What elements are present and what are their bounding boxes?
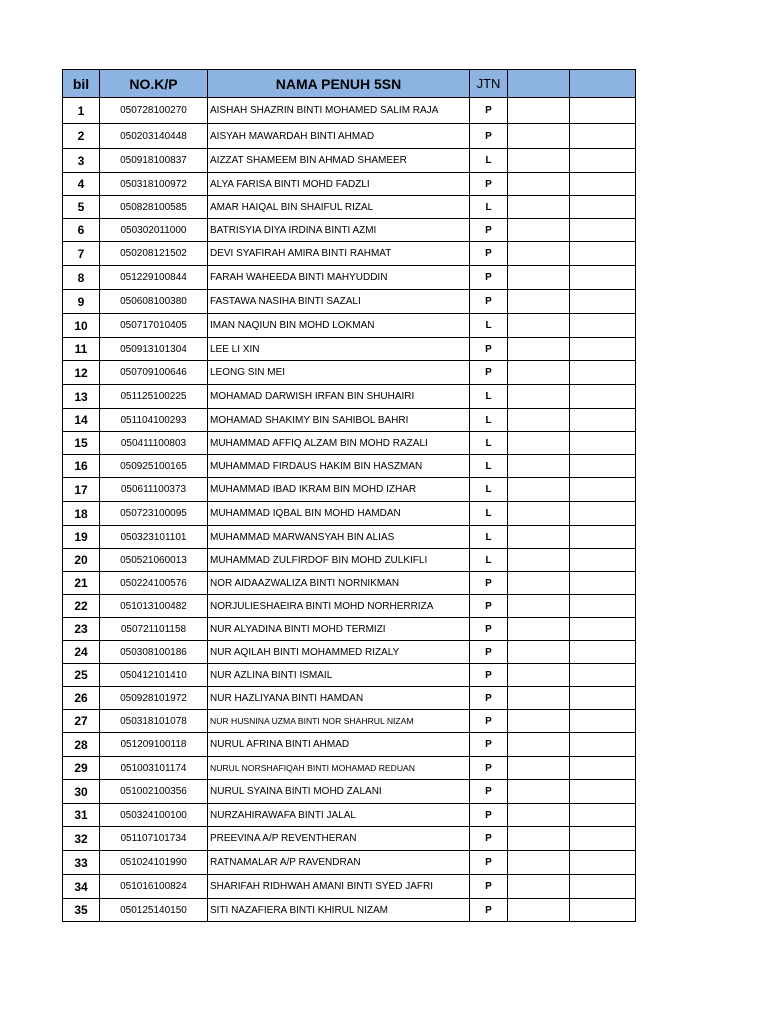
- cell-empty-1: [508, 361, 570, 385]
- cell-empty-1: [508, 733, 570, 757]
- cell-empty-2: [570, 899, 636, 922]
- cell-nokp: 051104100293: [100, 409, 208, 432]
- cell-nokp: 050709100646: [100, 361, 208, 385]
- cell-nokp: 050828100585: [100, 196, 208, 219]
- table-body: [63, 98, 636, 922]
- table-row: [63, 196, 636, 219]
- cell-nokp: 050318101078: [100, 710, 208, 733]
- cell-jtn: P: [470, 124, 508, 149]
- table-row: [63, 409, 636, 432]
- cell-nama: PREEVINA A/P REVENTHERAN: [208, 827, 470, 851]
- table-row: [63, 432, 636, 455]
- cell-jtn: L: [470, 149, 508, 173]
- cell-bil: 27: [63, 710, 100, 733]
- cell-nokp: 051024101990: [100, 851, 208, 875]
- cell-jtn: P: [470, 290, 508, 314]
- table-row: [63, 899, 636, 922]
- cell-jtn: L: [470, 314, 508, 338]
- table-row: [63, 664, 636, 687]
- cell-bil: 12: [63, 361, 100, 385]
- cell-bil: 17: [63, 478, 100, 502]
- table-row: [63, 338, 636, 361]
- cell-bil: 13: [63, 385, 100, 409]
- cell-nokp: 050302011000: [100, 219, 208, 242]
- table-row: [63, 219, 636, 242]
- cell-nama: AISYAH MAWARDAH BINTI AHMAD: [208, 124, 470, 149]
- cell-nokp: 050723100095: [100, 502, 208, 526]
- table-row: [63, 290, 636, 314]
- table-row: [63, 266, 636, 290]
- cell-nokp: 050125140150: [100, 899, 208, 922]
- cell-nama: NUR AZLINA BINTI ISMAIL: [208, 664, 470, 687]
- cell-jtn: L: [470, 478, 508, 502]
- cell-empty-2: [570, 455, 636, 478]
- cell-empty-2: [570, 526, 636, 549]
- cell-nokp: 051003101174: [100, 757, 208, 780]
- cell-empty-1: [508, 526, 570, 549]
- column-header-empty-2: [570, 70, 636, 98]
- cell-bil: 32: [63, 827, 100, 851]
- cell-jtn: P: [470, 757, 508, 780]
- cell-bil: 6: [63, 219, 100, 242]
- cell-empty-2: [570, 595, 636, 618]
- cell-jtn: L: [470, 526, 508, 549]
- table-row: [63, 827, 636, 851]
- cell-empty-1: [508, 338, 570, 361]
- cell-nama: DEVI SYAFIRAH AMIRA BINTI RAHMAT: [208, 242, 470, 266]
- cell-bil: 1: [63, 98, 100, 124]
- cell-nama: MUHAMMAD MARWANSYAH BIN ALIAS: [208, 526, 470, 549]
- table-row: [63, 875, 636, 899]
- cell-empty-1: [508, 409, 570, 432]
- cell-nama: FASTAWA NASIHA BINTI SAZALI: [208, 290, 470, 314]
- cell-nokp: 050323101101: [100, 526, 208, 549]
- cell-jtn: P: [470, 733, 508, 757]
- cell-empty-1: [508, 875, 570, 899]
- cell-jtn: P: [470, 710, 508, 733]
- cell-empty-2: [570, 124, 636, 149]
- cell-bil: 22: [63, 595, 100, 618]
- cell-empty-1: [508, 595, 570, 618]
- cell-empty-2: [570, 827, 636, 851]
- student-list-table: [62, 69, 636, 922]
- cell-empty-2: [570, 549, 636, 572]
- cell-bil: 18: [63, 502, 100, 526]
- cell-nokp: 050324100100: [100, 804, 208, 827]
- cell-empty-1: [508, 502, 570, 526]
- cell-empty-1: [508, 219, 570, 242]
- cell-empty-2: [570, 314, 636, 338]
- cell-empty-2: [570, 502, 636, 526]
- cell-bil: 26: [63, 687, 100, 710]
- cell-nama: MUHAMMAD IBAD IKRAM BIN MOHD IZHAR: [208, 478, 470, 502]
- cell-nokp: 051229100844: [100, 266, 208, 290]
- cell-empty-1: [508, 618, 570, 641]
- cell-nama: LEONG SIN MEI: [208, 361, 470, 385]
- cell-nokp: 050318100972: [100, 173, 208, 196]
- cell-nokp: 050721101158: [100, 618, 208, 641]
- cell-bil: 25: [63, 664, 100, 687]
- cell-jtn: L: [470, 385, 508, 409]
- table-row: [63, 572, 636, 595]
- cell-bil: 3: [63, 149, 100, 173]
- column-header-nama: NAMA PENUH 5SN: [208, 70, 470, 98]
- cell-nama: MUHAMMAD FIRDAUS HAKIM BIN HASZMAN: [208, 455, 470, 478]
- cell-bil: 4: [63, 173, 100, 196]
- cell-jtn: P: [470, 572, 508, 595]
- cell-nama: MUHAMMAD AFFIQ ALZAM BIN MOHD RAZALI: [208, 432, 470, 455]
- cell-jtn: P: [470, 827, 508, 851]
- cell-empty-2: [570, 710, 636, 733]
- cell-bil: 11: [63, 338, 100, 361]
- cell-nokp: 050203140448: [100, 124, 208, 149]
- cell-empty-2: [570, 687, 636, 710]
- cell-bil: 30: [63, 780, 100, 804]
- table-row: [63, 314, 636, 338]
- cell-nama: SHARIFAH RIDHWAH AMANI BINTI SYED JAFRI: [208, 875, 470, 899]
- cell-empty-1: [508, 242, 570, 266]
- cell-empty-1: [508, 196, 570, 219]
- cell-bil: 33: [63, 851, 100, 875]
- cell-empty-2: [570, 196, 636, 219]
- cell-empty-1: [508, 687, 570, 710]
- cell-empty-2: [570, 149, 636, 173]
- cell-empty-2: [570, 98, 636, 124]
- cell-nama: NURUL AFRINA BINTI AHMAD: [208, 733, 470, 757]
- cell-jtn: P: [470, 780, 508, 804]
- table-row: [63, 851, 636, 875]
- cell-jtn: P: [470, 98, 508, 124]
- cell-bil: 5: [63, 196, 100, 219]
- cell-bil: 35: [63, 899, 100, 922]
- cell-nama: NURUL SYAINA BINTI MOHD ZALANI: [208, 780, 470, 804]
- cell-empty-2: [570, 851, 636, 875]
- cell-nokp: 051125100225: [100, 385, 208, 409]
- cell-jtn: P: [470, 804, 508, 827]
- cell-empty-1: [508, 710, 570, 733]
- cell-jtn: L: [470, 502, 508, 526]
- cell-bil: 29: [63, 757, 100, 780]
- cell-bil: 8: [63, 266, 100, 290]
- cell-nokp: 050412101410: [100, 664, 208, 687]
- table-row: [63, 173, 636, 196]
- cell-nama: AIZZAT SHAMEEM BIN AHMAD SHAMEER: [208, 149, 470, 173]
- cell-empty-2: [570, 432, 636, 455]
- cell-empty-1: [508, 432, 570, 455]
- cell-empty-1: [508, 385, 570, 409]
- cell-jtn: P: [470, 875, 508, 899]
- cell-nokp: 050224100576: [100, 572, 208, 595]
- cell-nama: SITI NAZAFIERA BINTI KHIRUL NIZAM: [208, 899, 470, 922]
- cell-jtn: L: [470, 196, 508, 219]
- cell-jtn: P: [470, 242, 508, 266]
- cell-empty-1: [508, 455, 570, 478]
- cell-nokp: 050925100165: [100, 455, 208, 478]
- cell-nama: NUR ALYADINA BINTI MOHD TERMIZI: [208, 618, 470, 641]
- cell-empty-2: [570, 409, 636, 432]
- cell-empty-2: [570, 173, 636, 196]
- cell-nama: NOR AIDAAZWALIZA BINTI NORNIKMAN: [208, 572, 470, 595]
- table-row: [63, 733, 636, 757]
- cell-jtn: P: [470, 173, 508, 196]
- cell-empty-2: [570, 875, 636, 899]
- table-row: [63, 618, 636, 641]
- cell-bil: 20: [63, 549, 100, 572]
- column-header-empty-1: [508, 70, 570, 98]
- cell-empty-2: [570, 664, 636, 687]
- cell-empty-2: [570, 266, 636, 290]
- table-row: [63, 804, 636, 827]
- cell-empty-2: [570, 478, 636, 502]
- table-header: [63, 70, 636, 98]
- cell-nokp: 050208121502: [100, 242, 208, 266]
- cell-nama: NURZAHIRAWAFA BINTI JALAL: [208, 804, 470, 827]
- cell-nokp: 050411100803: [100, 432, 208, 455]
- cell-nama: IMAN NAQIUN BIN MOHD LOKMAN: [208, 314, 470, 338]
- cell-empty-1: [508, 780, 570, 804]
- cell-empty-2: [570, 361, 636, 385]
- cell-nama: AMAR HAIQAL BIN SHAIFUL RIZAL: [208, 196, 470, 219]
- cell-nokp: 051209100118: [100, 733, 208, 757]
- cell-nokp: 050918100837: [100, 149, 208, 173]
- cell-nama: MOHAMAD DARWISH IRFAN BIN SHUHAIRI: [208, 385, 470, 409]
- cell-jtn: P: [470, 851, 508, 875]
- table-row: [63, 478, 636, 502]
- cell-bil: 14: [63, 409, 100, 432]
- cell-bil: 16: [63, 455, 100, 478]
- header-row: [63, 70, 636, 98]
- cell-jtn: P: [470, 687, 508, 710]
- cell-nokp: 051002100356: [100, 780, 208, 804]
- cell-empty-1: [508, 827, 570, 851]
- cell-nama: NORJULIESHAEIRA BINTI MOHD NORHERRIZA: [208, 595, 470, 618]
- cell-jtn: P: [470, 361, 508, 385]
- cell-nokp: 050521060013: [100, 549, 208, 572]
- table-row: [63, 502, 636, 526]
- table-row: [63, 361, 636, 385]
- cell-empty-2: [570, 385, 636, 409]
- cell-empty-1: [508, 478, 570, 502]
- cell-nokp: 050611100373: [100, 478, 208, 502]
- cell-jtn: P: [470, 899, 508, 922]
- table-row: [63, 124, 636, 149]
- table-row: [63, 710, 636, 733]
- cell-empty-1: [508, 98, 570, 124]
- cell-empty-1: [508, 899, 570, 922]
- cell-nokp: 050928101972: [100, 687, 208, 710]
- cell-nama: NURUL NORSHAFIQAH BINTI MOHAMAD REDUAN: [208, 757, 470, 780]
- cell-empty-2: [570, 242, 636, 266]
- cell-empty-2: [570, 804, 636, 827]
- cell-jtn: P: [470, 595, 508, 618]
- cell-bil: 10: [63, 314, 100, 338]
- cell-nokp: 050913101304: [100, 338, 208, 361]
- cell-empty-2: [570, 780, 636, 804]
- table-row: [63, 149, 636, 173]
- cell-bil: 23: [63, 618, 100, 641]
- cell-bil: 28: [63, 733, 100, 757]
- cell-empty-2: [570, 290, 636, 314]
- cell-empty-2: [570, 733, 636, 757]
- cell-empty-2: [570, 338, 636, 361]
- cell-empty-1: [508, 549, 570, 572]
- cell-bil: 15: [63, 432, 100, 455]
- cell-jtn: P: [470, 219, 508, 242]
- cell-nokp: 050717010405: [100, 314, 208, 338]
- cell-jtn: P: [470, 664, 508, 687]
- cell-empty-2: [570, 618, 636, 641]
- cell-empty-1: [508, 641, 570, 664]
- cell-jtn: L: [470, 549, 508, 572]
- cell-empty-1: [508, 290, 570, 314]
- cell-jtn: L: [470, 455, 508, 478]
- cell-nokp: 050608100380: [100, 290, 208, 314]
- cell-jtn: L: [470, 432, 508, 455]
- cell-bil: 7: [63, 242, 100, 266]
- cell-empty-2: [570, 572, 636, 595]
- cell-nokp: 051013100482: [100, 595, 208, 618]
- cell-empty-1: [508, 173, 570, 196]
- cell-bil: 2: [63, 124, 100, 149]
- cell-empty-2: [570, 219, 636, 242]
- cell-nama: MUHAMMAD IQBAL BIN MOHD HAMDAN: [208, 502, 470, 526]
- cell-bil: 19: [63, 526, 100, 549]
- table-row: [63, 98, 636, 124]
- cell-bil: 21: [63, 572, 100, 595]
- cell-nama: AISHAH SHAZRIN BINTI MOHAMED SALIM RAJA: [208, 98, 470, 124]
- cell-nama: BATRISYIA DIYA IRDINA BINTI AZMI: [208, 219, 470, 242]
- table-row: [63, 526, 636, 549]
- cell-nama: LEE LI XIN: [208, 338, 470, 361]
- cell-empty-2: [570, 757, 636, 780]
- cell-jtn: P: [470, 338, 508, 361]
- cell-nokp: 051107101734: [100, 827, 208, 851]
- cell-nama: NUR HUSNINA UZMA BINTI NOR SHAHRUL NIZAM: [208, 710, 470, 733]
- cell-nama: MUHAMMAD ZULFIRDOF BIN MOHD ZULKIFLI: [208, 549, 470, 572]
- cell-jtn: L: [470, 409, 508, 432]
- cell-empty-1: [508, 124, 570, 149]
- cell-nama: NUR AQILAH BINTI MOHAMMED RIZALY: [208, 641, 470, 664]
- cell-nama: MOHAMAD SHAKIMY BIN SAHIBOL BAHRI: [208, 409, 470, 432]
- cell-bil: 9: [63, 290, 100, 314]
- cell-jtn: P: [470, 618, 508, 641]
- table-row: [63, 549, 636, 572]
- table-row: [63, 687, 636, 710]
- cell-bil: 24: [63, 641, 100, 664]
- table-row: [63, 780, 636, 804]
- table-row: [63, 385, 636, 409]
- cell-nokp: 050728100270: [100, 98, 208, 124]
- column-header-jtn: JTN: [470, 70, 508, 98]
- cell-empty-1: [508, 266, 570, 290]
- table-row: [63, 242, 636, 266]
- cell-empty-1: [508, 572, 570, 595]
- cell-empty-2: [570, 641, 636, 664]
- cell-jtn: P: [470, 266, 508, 290]
- cell-empty-1: [508, 149, 570, 173]
- table-row: [63, 455, 636, 478]
- table-row: [63, 641, 636, 664]
- cell-empty-1: [508, 804, 570, 827]
- cell-empty-1: [508, 664, 570, 687]
- cell-nokp: 050308100186: [100, 641, 208, 664]
- column-header-bil: bil: [63, 70, 100, 98]
- cell-empty-1: [508, 757, 570, 780]
- cell-bil: 31: [63, 804, 100, 827]
- cell-empty-1: [508, 851, 570, 875]
- cell-nama: RATNAMALAR A/P RAVENDRAN: [208, 851, 470, 875]
- cell-bil: 34: [63, 875, 100, 899]
- column-header-nokp: NO.K/P: [100, 70, 208, 98]
- table-row: [63, 595, 636, 618]
- table-row: [63, 757, 636, 780]
- cell-nokp: 051016100824: [100, 875, 208, 899]
- cell-nama: NUR HAZLIYANA BINTI HAMDAN: [208, 687, 470, 710]
- cell-jtn: P: [470, 641, 508, 664]
- cell-nama: FARAH WAHEEDA BINTI MAHYUDDIN: [208, 266, 470, 290]
- cell-empty-1: [508, 314, 570, 338]
- cell-nama: ALYA FARISA BINTI MOHD FADZLI: [208, 173, 470, 196]
